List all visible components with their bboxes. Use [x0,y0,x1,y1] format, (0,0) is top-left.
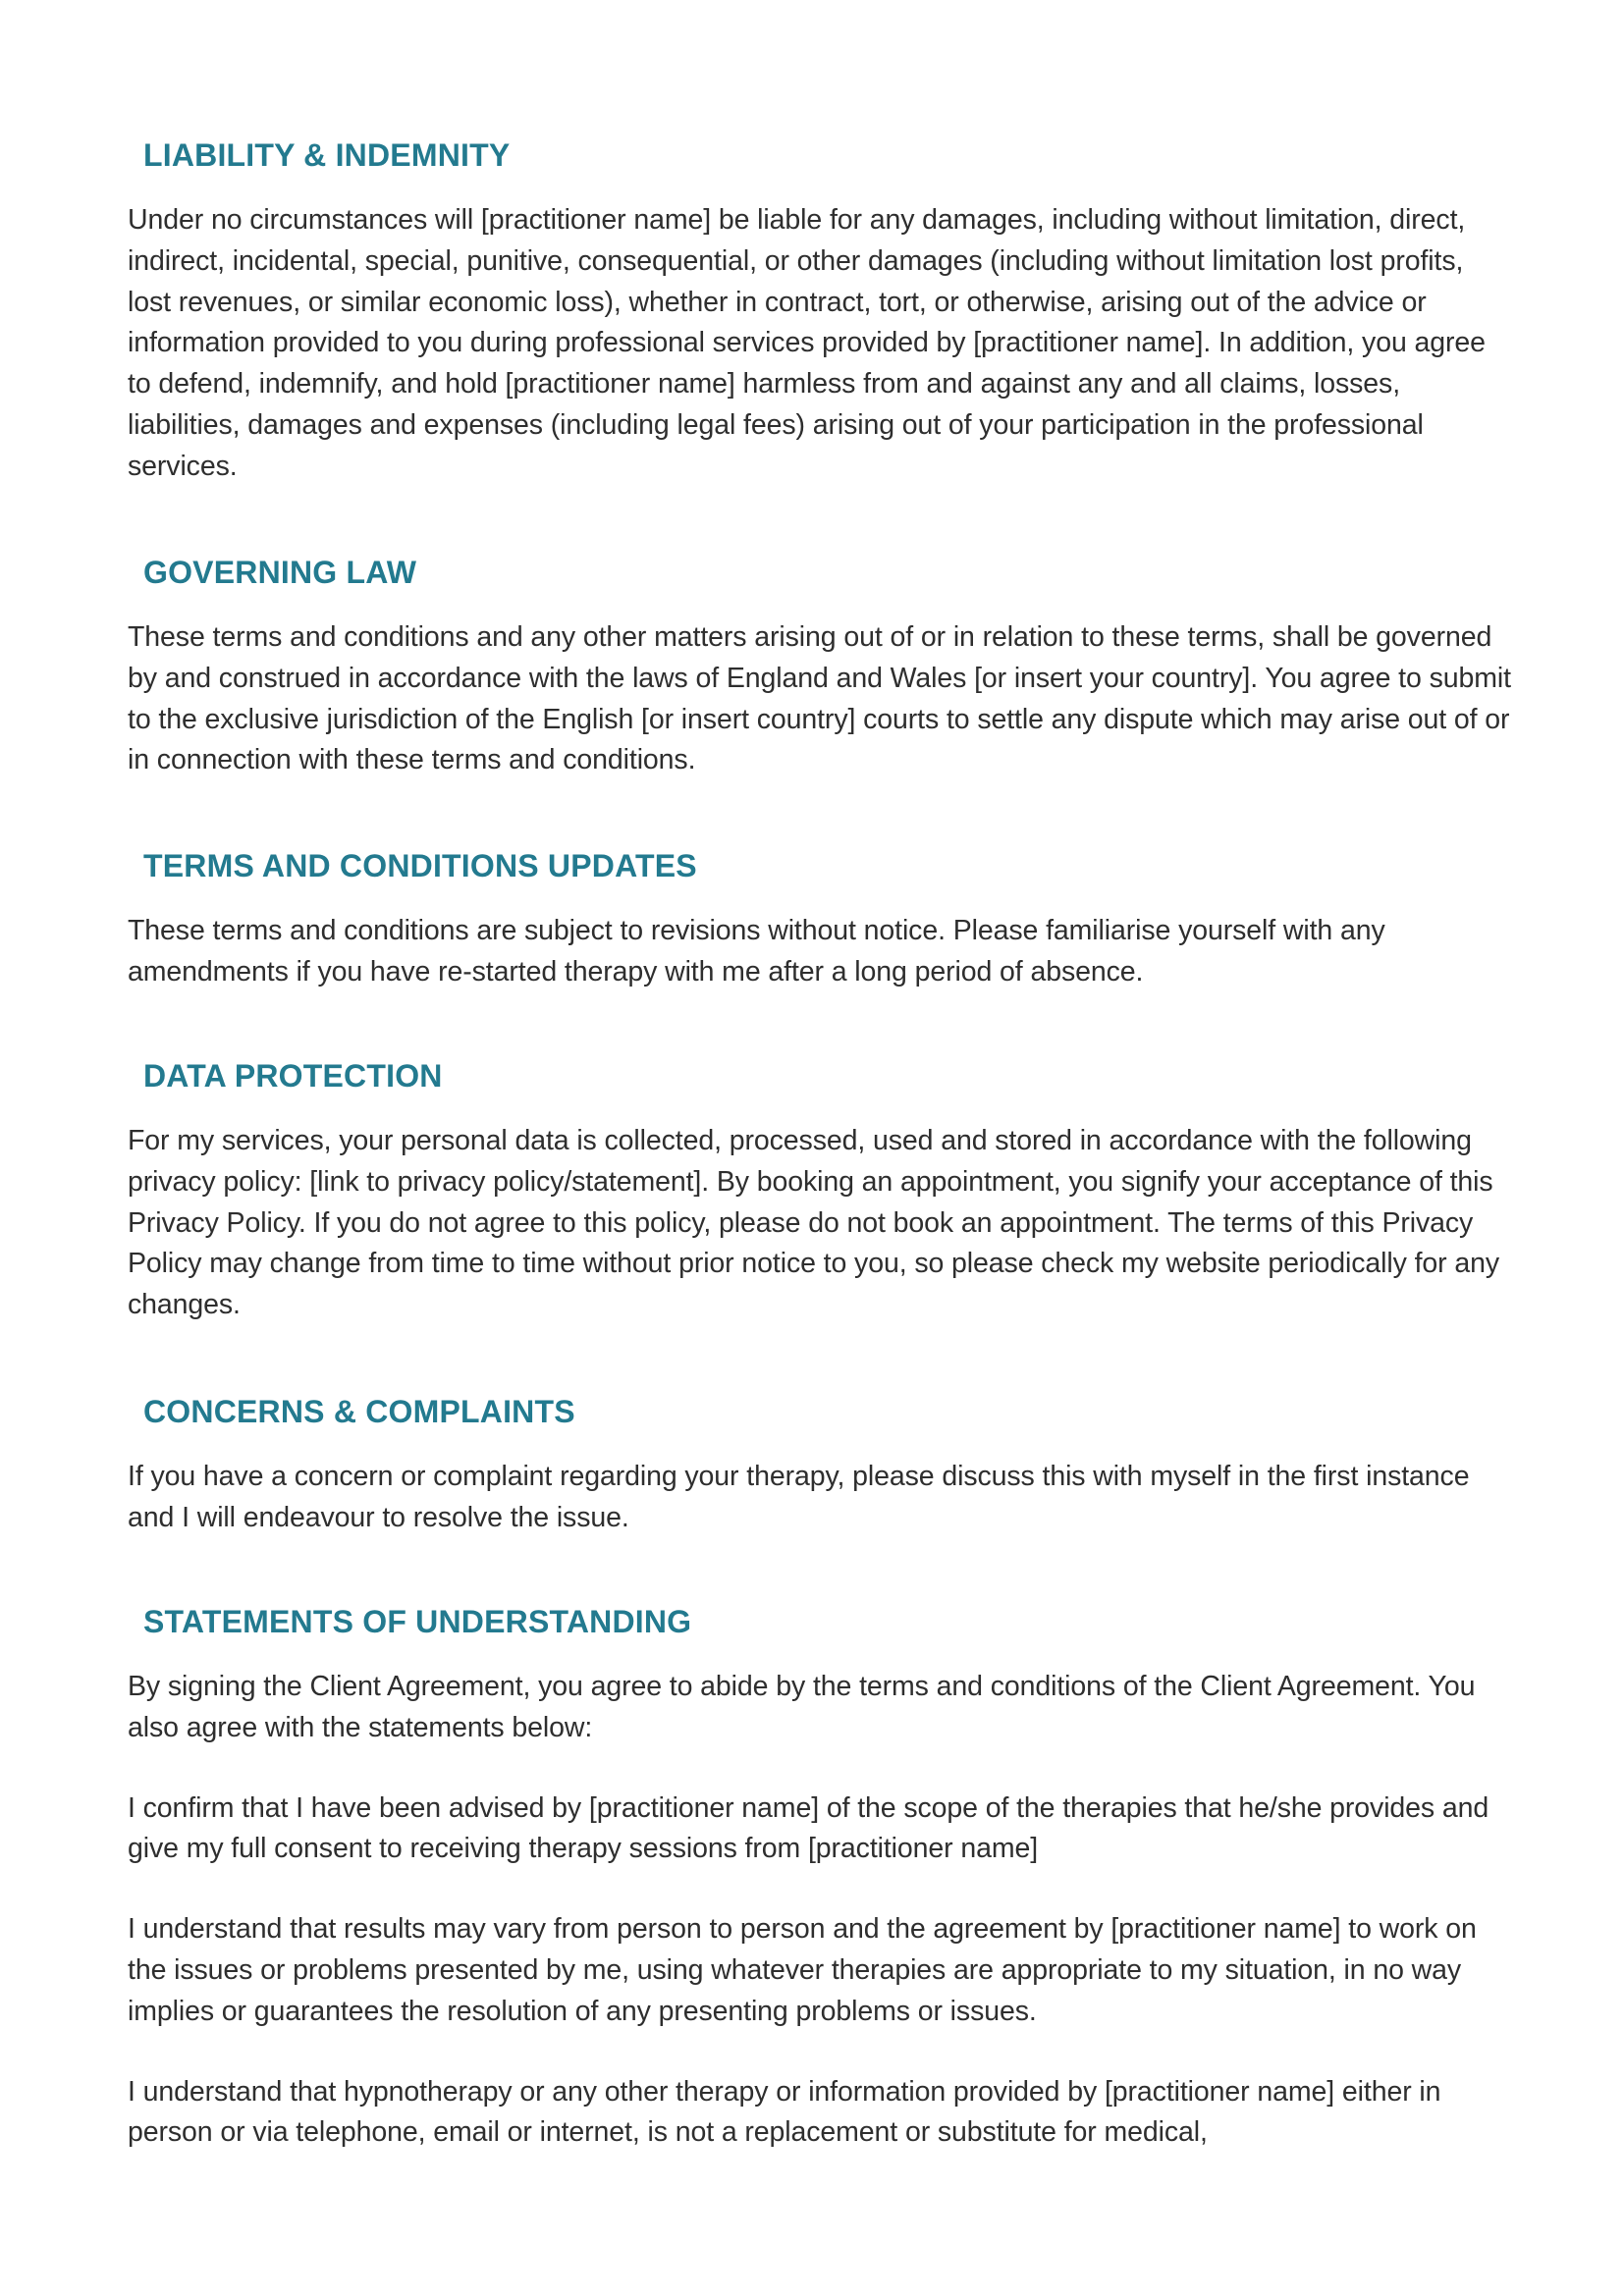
section-heading: DATA PROTECTION [143,1058,443,1094]
section-heading: TERMS AND CONDITIONS UPDATES [143,848,697,883]
section-paragraph: If you have a concern or complaint regarding your therapy, please discuss this with myself in the first instance and I will endeavour to resolve the issue. [128,1461,1470,1533]
section-data-protection [128,1056,1512,1326]
section-paragraph: I understand that hypnotherapy or any other therapy or information provided by [practitioner name] either in person or via telephone, email or internet, is not a replacement or substitute for medical, [128,2075,1441,2149]
section-paragraph: For my services, your personal data is collected, processed, used and stored in accordance with the following privacy policy: [link to privacy policy/statement]. By booking an appointment, you signify your acceptance of this Privacy Policy. If you do not agree to this policy, please do not book an appointment. The terms of this Privacy Policy may change from time to time without prior notice to you, so please check my website periodically for any changes. [128,1125,1500,1321]
section-heading: STATEMENTS OF UNDERSTANDING [143,1604,692,1639]
section-paragraph: I understand that results may vary from person to person and the agreement by [practitioner name] to work on the issues or problems presented by me, using whatever therapies are appropriate to my situation, in no way implies or guarantees the resolution of any presenting problems or issues. [128,1913,1477,2027]
section-paragraph: I confirm that I have been advised by [practitioner name] of the scope of the therapies that he/she provides and give my full consent to receiving therapy sessions from [practitioner name] [128,1791,1489,1865]
section-terms-updates [128,846,1512,993]
section-heading: CONCERNS & COMPLAINTS [143,1394,575,1429]
section-concerns-complaints [128,1392,1512,1539]
section-paragraph: By signing the Client Agreement, you agree to abide by the terms and conditions of the Client Agreement. You also agree with the statements below: [128,1671,1476,1743]
section-heading: LIABILITY & INDEMNITY [143,137,511,173]
section-paragraph: These terms and conditions are subject to revisions without notice. Please familiarise yourself with any amendments if you have re-started therapy with me after a long period of absence. [128,915,1385,988]
section-statements-of-understanding [128,1602,1512,2154]
section-heading: GOVERNING LAW [143,555,417,590]
section-paragraph: Under no circumstances will [practitioner name] be liable for any damages, including without limitation, direct, indirect, incidental, special, punitive, consequential, or other damages (including without limitation lost profits, lost revenues, or similar economic loss), whether in contract, tort, or otherwise, arising out of the advice or information provided to you during professional services provided by [practitioner name]. In addition, you agree to defend, indemnify, and hold [practitioner name] harmless from and against any and all claims, losses, liabilities, damages and expenses (including legal fees) arising out of your participation in the professional services. [128,204,1486,482]
section-liability-indemnity [128,135,1512,488]
section-paragraph: These terms and conditions and any other matters arising out of or in relation to these terms, shall be governed by and construed in accordance with the laws of England and Wales [or insert your country]. You agree to submit to the exclusive jurisdiction of the English [or insert country] courts to settle any dispute which may arise out of or in connection with these terms and conditions. [128,621,1511,776]
section-governing-law [128,553,1512,781]
